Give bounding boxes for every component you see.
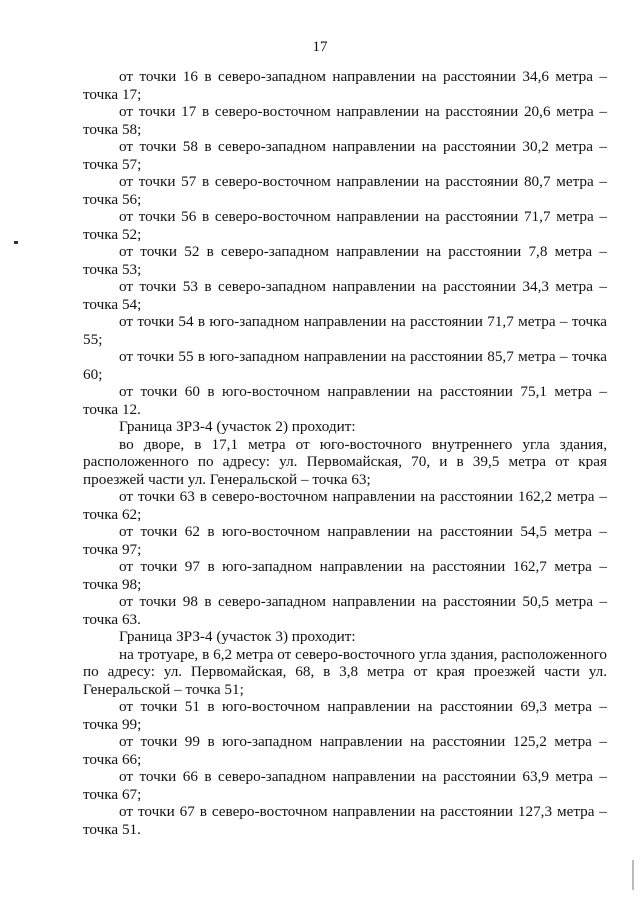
paragraph-description: на тротуаре, в 6,2 метра от северо-восточного угла здания, расположенного по адресу: ул. Первомайская, 68, в 3,8 метра от края проезжей части ул. Генеральской – точка 51; [83, 645, 607, 698]
paragraph-segment: от точки 17 в северо-восточном направлении на расстоянии 20,6 метра – точка 58; [83, 103, 607, 138]
paragraph-segment: от точки 99 в юго-западном направлении на расстоянии 125,2 метра – точка 66; [83, 733, 607, 768]
paragraph-segment: от точки 60 в юго-восточном направлении на расстоянии 75,1 метра – точка 12. [83, 383, 607, 418]
paragraph-segment: от точки 51 в юго-восточном направлении на расстоянии 69,3 метра – точка 99; [83, 698, 607, 733]
paragraph-segment: от точки 66 в северо-западном направлении на расстоянии 63,9 метра – точка 67; [83, 768, 607, 803]
scan-edge-mark [632, 860, 634, 890]
paragraph-segment: от точки 97 в юго-западном направлении на расстоянии 162,7 метра – точка 98; [83, 558, 607, 593]
paragraph-description: во дворе, в 17,1 метра от юго-восточного внутреннего угла здания, расположенного по адресу: ул. Первомайская, 70, и в 39,5 метра от края проезжей части ул. Генеральской – точка 63; [83, 435, 607, 488]
paragraph-segment: от точки 63 в северо-восточном направлении на расстоянии 162,2 метра – точка 62; [83, 488, 607, 523]
page-number: 17 [312, 39, 328, 55]
section-heading: Граница ЗРЗ-4 (участок 2) проходит: [119, 418, 356, 435]
section-heading: Граница ЗРЗ-4 (участок 3) проходит: [119, 628, 356, 645]
paragraph-segment: от точки 16 в северо-западном направлении на расстоянии 34,6 метра – точка 17; [83, 68, 607, 103]
paragraph-segment: от точки 62 в юго-восточном направлении на расстоянии 54,5 метра – точка 97; [83, 523, 607, 558]
paragraph-segment: от точки 57 в северо-восточном направлении на расстоянии 80,7 метра – точка 56; [83, 173, 607, 208]
paragraph-segment: от точки 55 в юго-западном направлении на расстоянии 85,7 метра – точка 60; [83, 348, 607, 383]
paragraph-segment: от точки 56 в северо-восточном направлении на расстоянии 71,7 метра – точка 52; [83, 208, 607, 243]
document-body [83, 68, 607, 838]
paragraph-segment: от точки 58 в северо-западном направлении на расстоянии 30,2 метра – точка 57; [83, 138, 607, 173]
paragraph-segment: от точки 53 в северо-западном направлении на расстоянии 34,3 метра – точка 54; [83, 278, 607, 313]
paragraph-segment: от точки 67 в северо-восточном направлении на расстоянии 127,3 метра – точка 51. [83, 803, 607, 838]
paragraph-segment: от точки 54 в юго-западном направлении на расстоянии 71,7 метра – точка 55; [83, 313, 607, 348]
paragraph-segment: от точки 52 в северо-западном направлении на расстоянии 7,8 метра – точка 53; [83, 243, 607, 278]
paragraph-segment: от точки 98 в северо-западном направлении на расстоянии 50,5 метра – точка 63. [83, 593, 607, 628]
margin-mark [14, 241, 18, 244]
